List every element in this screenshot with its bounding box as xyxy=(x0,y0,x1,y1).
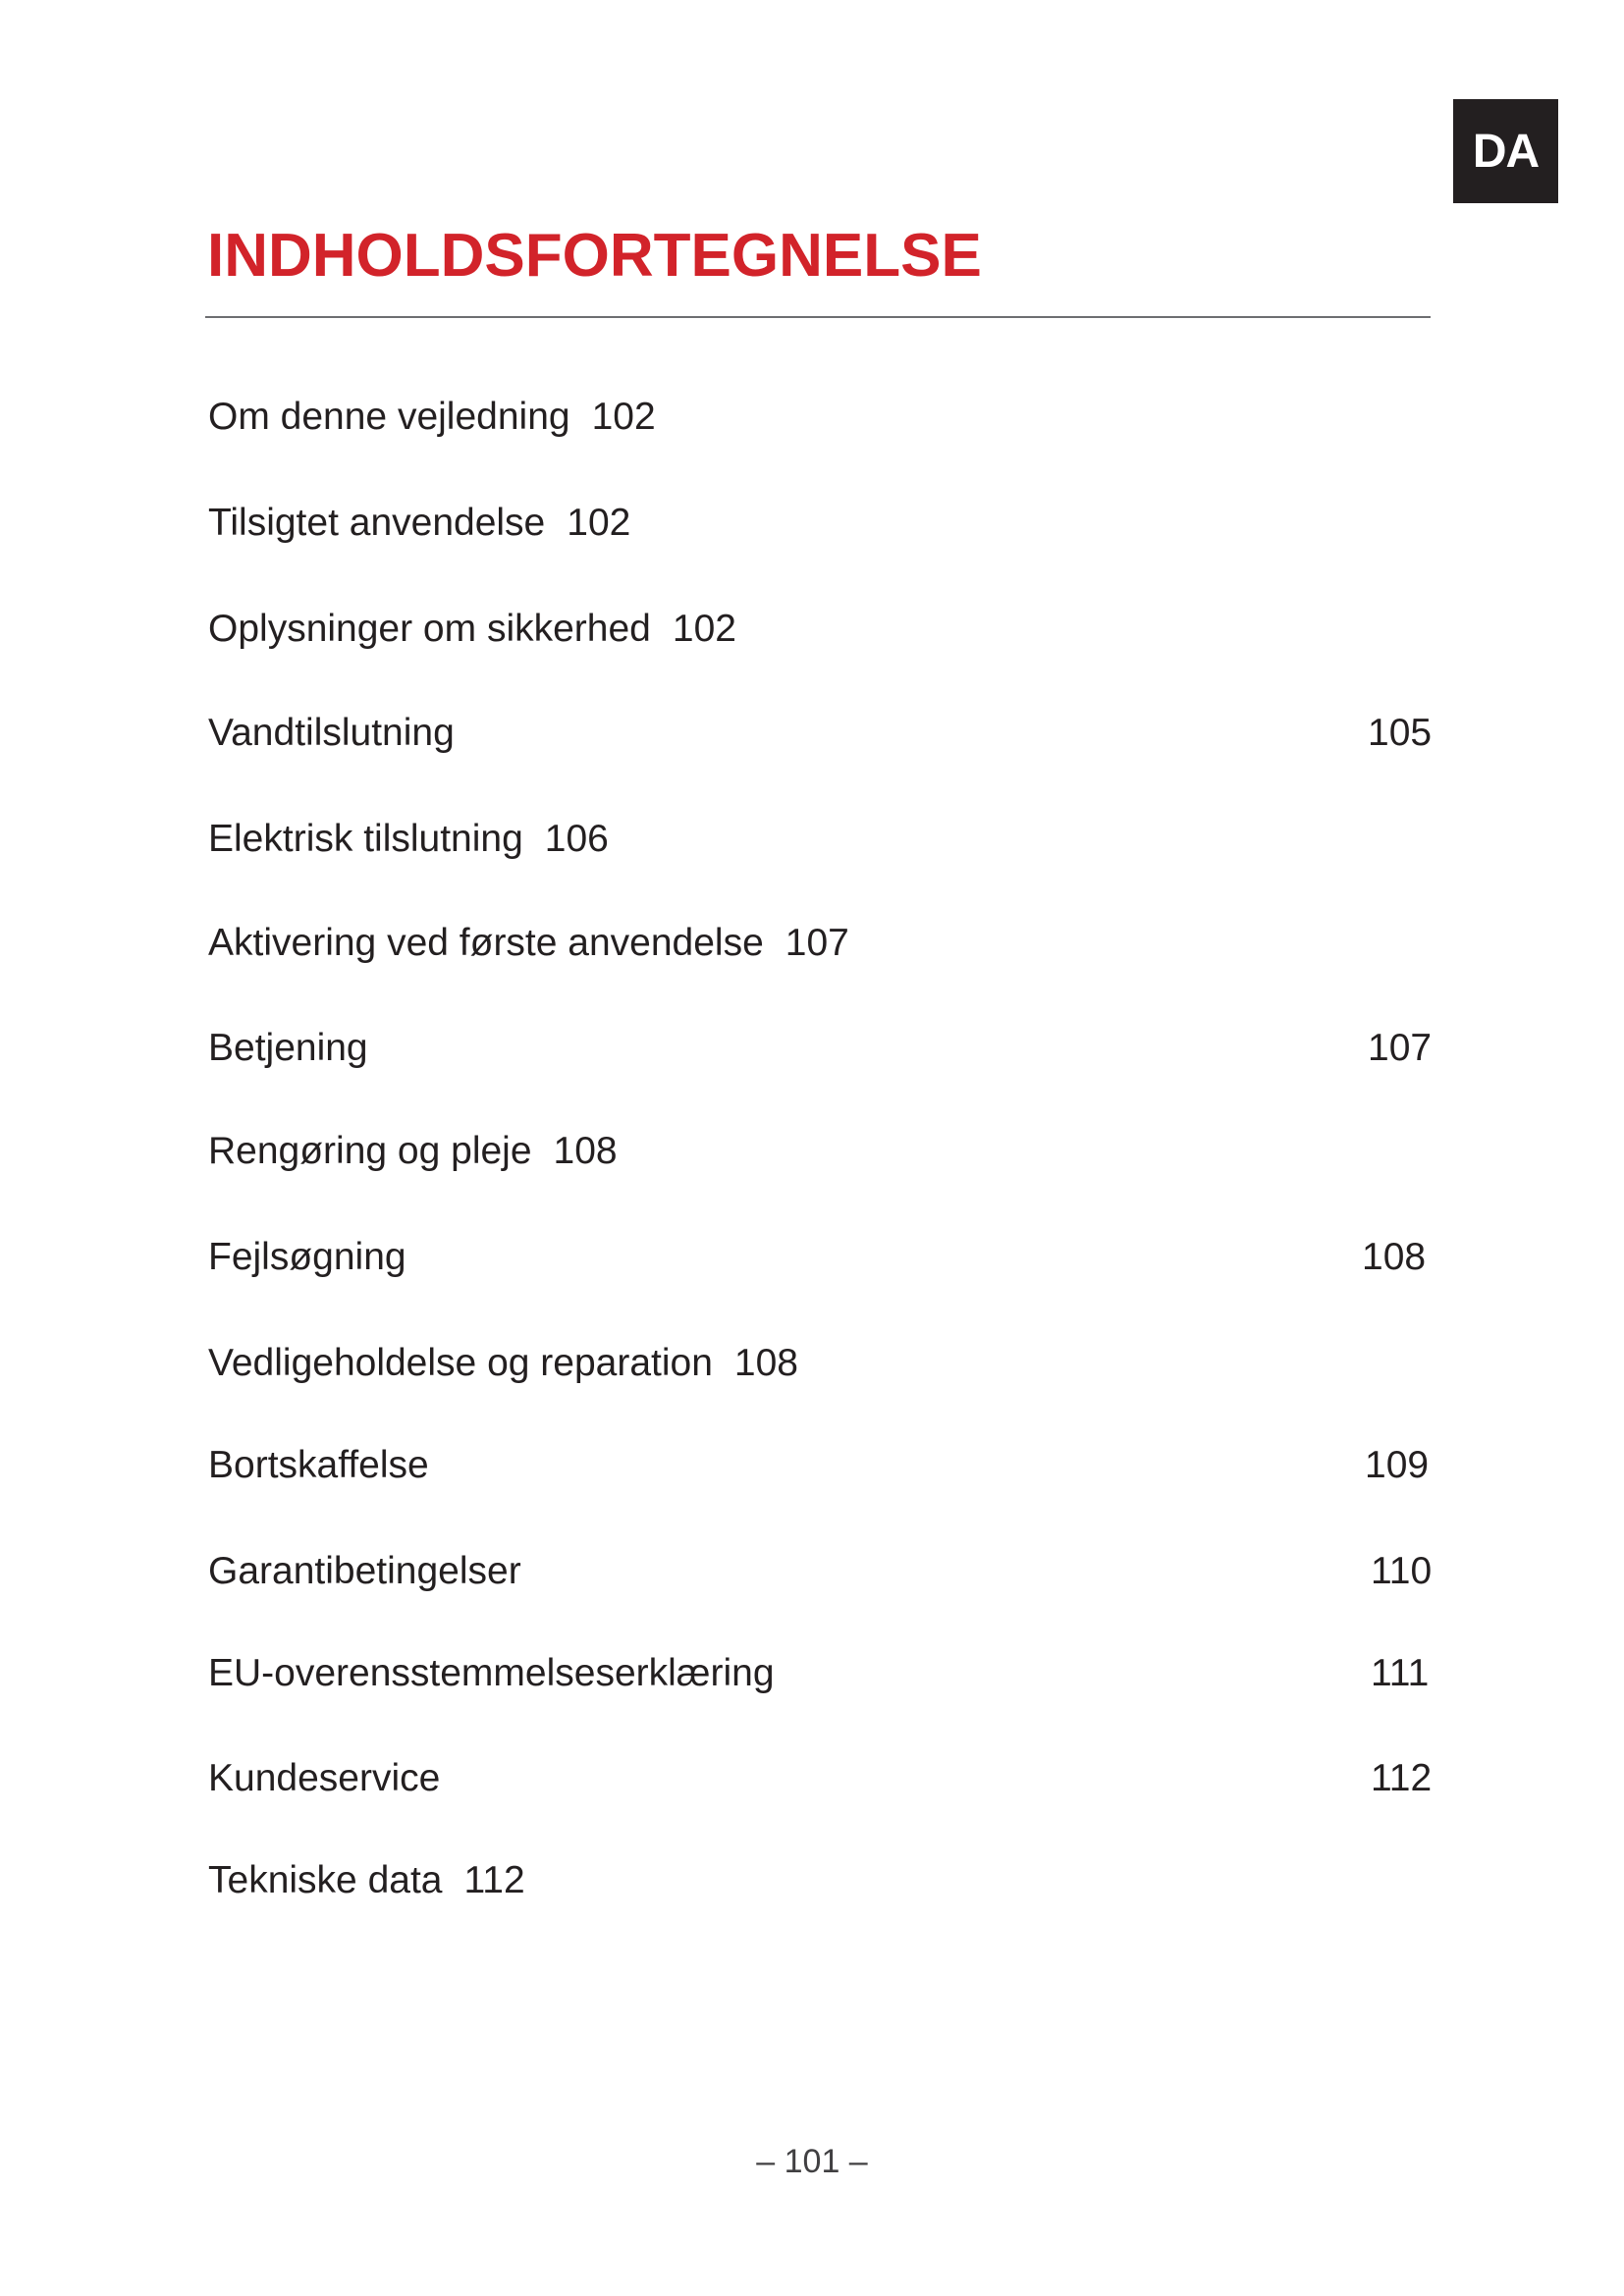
toc-entry-bortskaffelse[interactable] xyxy=(208,1441,429,1490)
toc-entry-label: Bortskaffelse xyxy=(208,1444,429,1486)
toc-entry-page: 102 xyxy=(672,608,736,650)
toc-entry-page: 112 xyxy=(1371,1757,1433,1799)
toc-entry-page: 111 xyxy=(1371,1652,1430,1694)
toc-entry-fejlsogning[interactable] xyxy=(208,1233,406,1282)
toc-entry-tekniske-data[interactable] xyxy=(208,1856,525,1905)
toc-entry-page: 108 xyxy=(553,1130,618,1172)
language-tab: DA xyxy=(1453,99,1558,203)
toc-entry-aktivering-ved-forste-anvendelse[interactable] xyxy=(208,919,849,968)
toc-entry-label: Om denne vejledning xyxy=(208,396,570,438)
toc-entry-oplysninger-om-sikkerhed[interactable] xyxy=(208,605,736,654)
toc-entry-label: Tilsigtet anvendelse xyxy=(208,502,546,544)
toc-entry-vandtilslutning[interactable] xyxy=(208,709,455,758)
toc-entry-label: Elektrisk tilslutning xyxy=(208,818,523,860)
title-divider xyxy=(205,316,1431,318)
toc-entry-eu-overensstemmelseserklaering[interactable] xyxy=(208,1649,775,1698)
toc-entry-label: Kundeservice xyxy=(208,1757,441,1799)
toc-entry-label: Vedligeholdelse og reparation xyxy=(208,1342,713,1384)
toc-entry-label: Fejlsøgning xyxy=(208,1236,406,1278)
toc-entry-om-denne-vejledning[interactable] xyxy=(208,393,656,442)
toc-entry-betjening[interactable] xyxy=(208,1024,368,1073)
toc-entry-page: 107 xyxy=(1368,1027,1433,1069)
toc-entry-page: 112 xyxy=(463,1859,525,1901)
toc-entry-page: 110 xyxy=(1371,1550,1433,1592)
toc-entry-page: 107 xyxy=(785,922,849,964)
toc-entry-label: EU-overensstemmelseserklæring xyxy=(208,1652,775,1694)
toc-entry-page: 102 xyxy=(567,502,631,544)
toc-entry-page: 108 xyxy=(733,1342,798,1384)
toc-entry-page: 109 xyxy=(1365,1444,1430,1486)
toc-entry-page: 102 xyxy=(591,396,656,438)
toc-entry-page: 106 xyxy=(544,818,609,860)
toc-entry-vedligeholdelse-og-reparation[interactable] xyxy=(208,1339,798,1388)
toc-entry-kundeservice[interactable] xyxy=(208,1754,440,1803)
toc-entry-label: Tekniske data xyxy=(208,1859,443,1901)
toc-entry-label: Oplysninger om sikkerhed xyxy=(208,608,651,650)
toc-entry-page: 105 xyxy=(1368,712,1433,754)
toc-entry-label: Rengøring og pleje xyxy=(208,1130,532,1172)
page-number: – 101 – xyxy=(756,2143,868,2180)
toc-entry-tilsigtet-anvendelse[interactable] xyxy=(208,499,630,548)
toc-entry-label: Vandtilslutning xyxy=(208,712,455,754)
toc-entry-elektrisk-tilslutning[interactable] xyxy=(208,815,609,864)
toc-entry-rengoring-og-pleje[interactable] xyxy=(208,1127,618,1176)
toc-entry-label: Aktivering ved første anvendelse xyxy=(208,922,764,964)
toc-entry-page: 108 xyxy=(1362,1236,1427,1278)
page-title: INDHOLDSFORTEGNELSE xyxy=(207,222,982,290)
toc-entry-label: Betjening xyxy=(208,1027,368,1069)
toc-entry-label: Garantibetingelser xyxy=(208,1550,521,1592)
toc-entry-garantibetingelser[interactable] xyxy=(208,1547,521,1596)
